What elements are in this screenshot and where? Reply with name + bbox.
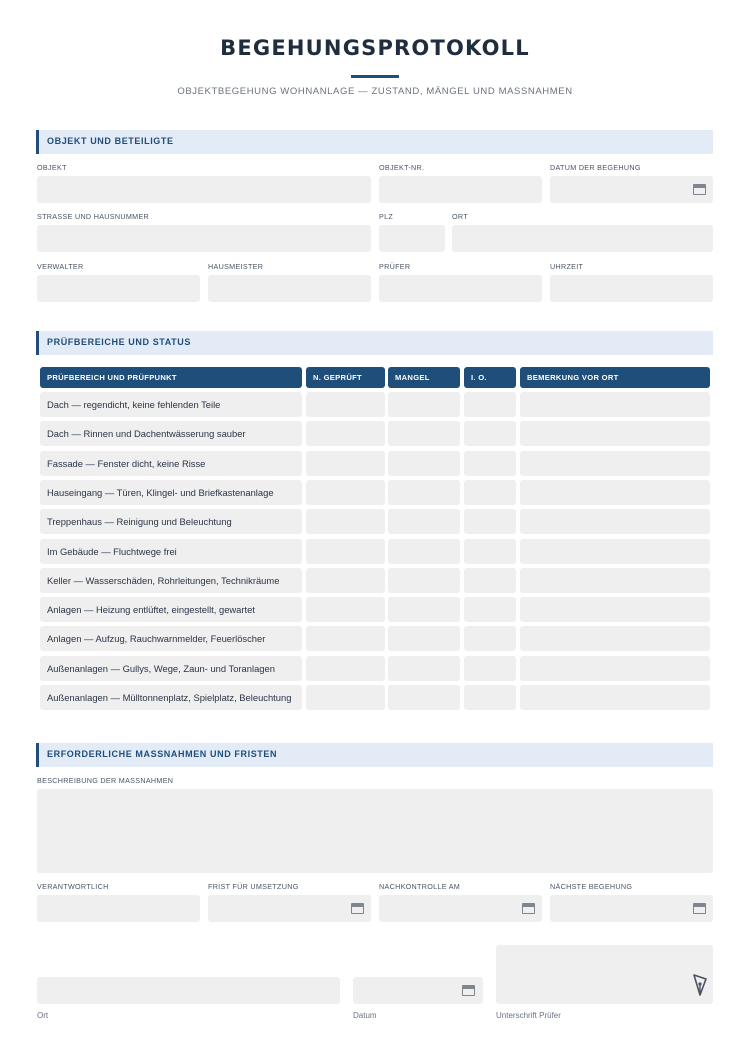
table-row-label: Außenanlagen — Mülltonnenplatz, Spielplatz, Beleuchtung (47, 692, 292, 703)
objekt-nr-field[interactable] (379, 176, 542, 203)
table-row-label: Dach — regendicht, keine fehlenden Teile (47, 399, 221, 410)
io-cell[interactable] (464, 597, 516, 622)
mangel-cell[interactable] (388, 568, 460, 593)
column-header-mangel: MANGEL (388, 367, 460, 388)
column-header-io: I. O. (464, 367, 516, 388)
datum-field[interactable] (550, 176, 713, 203)
mangel-cell[interactable] (388, 656, 460, 681)
signature-ort-field[interactable] (37, 977, 340, 1004)
n-geprueft-cell[interactable] (306, 597, 385, 622)
io-cell[interactable] (464, 392, 516, 417)
signature-datum-field[interactable] (353, 977, 483, 1004)
hausmeister-field[interactable] (208, 275, 371, 302)
pruefer-field[interactable] (379, 275, 542, 302)
calendar-icon[interactable] (462, 985, 475, 996)
bemerkung-cell[interactable] (520, 421, 710, 446)
n-geprueft-cell[interactable] (306, 568, 385, 593)
pruefpunkt-cell (40, 539, 302, 564)
pruefpunkt-cell (40, 597, 302, 622)
io-cell[interactable] (464, 626, 516, 651)
n-geprueft-cell[interactable] (306, 392, 385, 417)
label-verantwortlich: VERANTWORTLICH (37, 882, 109, 891)
bemerkung-cell[interactable] (520, 509, 710, 534)
column-header-pruefbereich: PRÜFBEREICH UND PRÜFPUNKT (40, 367, 302, 388)
label-nachkontrolle: NACHKONTROLLE AM (379, 882, 461, 891)
n-geprueft-cell[interactable] (306, 451, 385, 476)
section-pruefbereiche-title: PRÜFBEREICHE UND STATUS (47, 337, 191, 347)
section-massnahmen-header (36, 743, 713, 767)
pruefpunkt-cell (40, 421, 302, 446)
pruefpunkt-cell (40, 480, 302, 505)
table-row-label: Hauseingang — Türen, Klingel- und Briefkastenanlage (47, 487, 274, 498)
signature-unterschrift-label: Unterschrift Prüfer (496, 1011, 561, 1020)
pruefpunkt-cell (40, 626, 302, 651)
io-cell[interactable] (464, 421, 516, 446)
page-title: BEGEHUNGSPROTOKOLL (220, 36, 530, 60)
signature-datum-label: Datum (353, 1011, 377, 1020)
label-hausmeister: HAUSMEISTER (208, 262, 264, 271)
plz-field[interactable] (379, 225, 445, 252)
n-geprueft-cell[interactable] (306, 656, 385, 681)
table-row-label: Im Gebäude — Fluchtwege frei (47, 546, 177, 557)
bemerkung-cell[interactable] (520, 392, 710, 417)
calendar-icon[interactable] (522, 903, 535, 914)
label-objekt: OBJEKT (37, 163, 67, 172)
label-frist: FRIST FÜR UMSETZUNG (208, 882, 299, 891)
signature-pad[interactable] (496, 945, 713, 1004)
verantwortlich-field[interactable] (37, 895, 200, 922)
bemerkung-cell[interactable] (520, 656, 710, 681)
naechste-begehung-field[interactable] (550, 895, 713, 922)
n-geprueft-cell[interactable] (306, 685, 385, 710)
mangel-cell[interactable] (388, 451, 460, 476)
signature-ort-label: Ort (37, 1011, 49, 1020)
n-geprueft-cell[interactable] (306, 480, 385, 505)
calendar-icon[interactable] (351, 903, 364, 914)
label-verwalter: VERWALTER (37, 262, 84, 271)
pen-icon (693, 973, 707, 997)
io-cell[interactable] (464, 656, 516, 681)
beschreibung-textarea[interactable] (37, 789, 713, 873)
section-pruefbereiche-header (36, 331, 713, 355)
section-objekt-title: OBJEKT UND BETEILIGTE (47, 136, 174, 146)
mangel-cell[interactable] (388, 480, 460, 505)
label-objekt-nr: OBJEKT-NR. (379, 163, 425, 172)
label-pruefer: PRÜFER (379, 262, 411, 271)
objekt-field[interactable] (37, 176, 371, 203)
section-objekt-header (36, 130, 713, 154)
pruefpunkt-cell (40, 685, 302, 710)
label-beschreibung: BESCHREIBUNG DER MASSNAHMEN (37, 776, 174, 785)
mangel-cell[interactable] (388, 626, 460, 651)
pruefpunkt-cell (40, 392, 302, 417)
label-datum: DATUM DER BEGEHUNG (550, 163, 641, 172)
bemerkung-cell[interactable] (520, 568, 710, 593)
io-cell[interactable] (464, 568, 516, 593)
page-subtitle: OBJEKTBEGEHUNG WOHNANLAGE — ZUSTAND, MÄNGEL UND MASSNAHMEN (177, 86, 573, 97)
pruefpunkt-cell (40, 656, 302, 681)
section-massnahmen-title: ERFORDERLICHE MASSNAHMEN UND FRISTEN (47, 749, 278, 759)
io-cell[interactable] (464, 451, 516, 476)
pruefpunkt-cell (40, 568, 302, 593)
mangel-cell[interactable] (388, 392, 460, 417)
n-geprueft-cell[interactable] (306, 539, 385, 564)
pruefpunkt-cell (40, 451, 302, 476)
mangel-cell[interactable] (388, 685, 460, 710)
pruefpunkt-cell (40, 509, 302, 534)
label-strasse: STRASSE UND HAUSNUMMER (37, 212, 150, 221)
n-geprueft-cell[interactable] (306, 421, 385, 446)
bemerkung-cell[interactable] (520, 480, 710, 505)
label-plz: PLZ (379, 212, 394, 221)
mangel-cell[interactable] (388, 597, 460, 622)
strasse-field[interactable] (37, 225, 371, 252)
label-ort: ORT (452, 212, 468, 221)
mangel-cell[interactable] (388, 509, 460, 534)
table-row-label: Fassade — Fenster dicht, keine Risse (47, 458, 206, 469)
io-cell[interactable] (464, 539, 516, 564)
uhrzeit-field[interactable] (550, 275, 713, 302)
label-naechste-begehung: NÄCHSTE BEGEHUNG (550, 882, 633, 891)
calendar-icon[interactable] (693, 903, 706, 914)
table-row-label: Außenanlagen — Gullys, Wege, Zaun- und Toranlagen (47, 663, 275, 674)
column-header-n-geprueft: N. GEPRÜFT (306, 367, 385, 388)
bemerkung-cell[interactable] (520, 451, 710, 476)
bemerkung-cell[interactable] (520, 539, 710, 564)
mangel-cell[interactable] (388, 539, 460, 564)
io-cell[interactable] (464, 685, 516, 710)
table-row-label: Treppenhaus — Reinigung und Beleuchtung (47, 516, 232, 527)
io-cell[interactable] (464, 509, 516, 534)
label-uhrzeit: UHRZEIT (550, 262, 584, 271)
n-geprueft-cell[interactable] (306, 626, 385, 651)
table-row-label: Dach — Rinnen und Dachentwässerung sauber (47, 428, 246, 439)
table-row-label: Anlagen — Aufzug, Rauchwarnmelder, Feuerlöscher (47, 633, 266, 644)
io-cell[interactable] (464, 480, 516, 505)
bemerkung-cell[interactable] (520, 626, 710, 651)
table-row-label: Keller — Wasserschäden, Rohrleitungen, Technikräume (47, 575, 280, 586)
frist-field[interactable] (208, 895, 371, 922)
ort-field[interactable] (452, 225, 713, 252)
n-geprueft-cell[interactable] (306, 509, 385, 534)
bemerkung-cell[interactable] (520, 685, 710, 710)
column-header-bemerkung: BEMERKUNG VOR ORT (520, 367, 710, 388)
mangel-cell[interactable] (388, 421, 460, 446)
bemerkung-cell[interactable] (520, 597, 710, 622)
table-row-label: Anlagen — Heizung entlüftet, eingestellt, gewartet (47, 604, 255, 615)
title-underline (351, 75, 399, 78)
verwalter-field[interactable] (37, 275, 200, 302)
nachkontrolle-field[interactable] (379, 895, 542, 922)
calendar-icon[interactable] (693, 184, 706, 195)
